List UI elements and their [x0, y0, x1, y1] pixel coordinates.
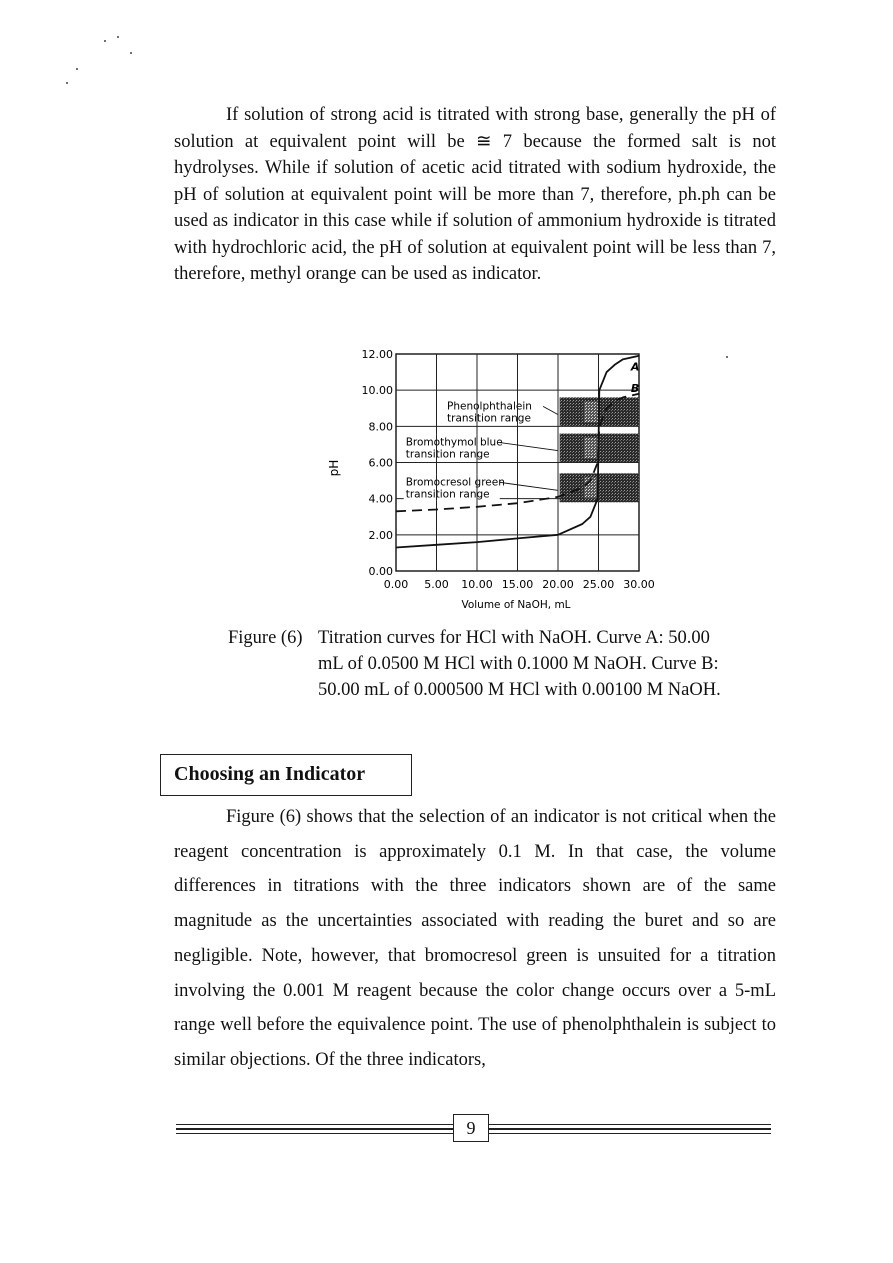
y-tick-label: 6.00 — [368, 456, 393, 470]
footer-rule — [489, 1133, 771, 1134]
caption-line: Titration curves for HCl with NaOH. Curve A: 50.00 — [318, 628, 710, 648]
transition-label-line2: transition range — [447, 412, 531, 425]
x-tick-label: 10.00 — [461, 578, 493, 591]
x-tick-label: 20.00 — [542, 578, 574, 591]
transition-label-line1: Bromothymol blue — [405, 436, 503, 449]
caption-line: mL of 0.0500 M HCl with 0.1000 M NaOH. Curve B: — [318, 654, 719, 674]
x-tick-label: 25.00 — [582, 578, 615, 591]
y-tick-label: 8.00 — [368, 420, 393, 434]
titration-chart-svg — [327, 340, 660, 615]
x-tick-label: 0.00 — [383, 578, 409, 591]
transition-pointer — [500, 482, 558, 490]
transition-label-line2: transition range — [405, 488, 490, 501]
intro-paragraph: If solution of strong acid is titrated with strong base, generally the pH of solution at equivalent point will be ≅ 7 because the formed salt is not hydrolyses. While if solution of acetic acid titrated with sodium hydroxide, the pH of solution at equivalent point will be more than 7, therefore, ph.ph can be used as indicator in this case while if solution of ammonium hydroxide is titrated with hydrochloric acid, the pH of solution at equivalent point will be less than 7, therefore, methyl orange can be used as indicator. — [174, 105, 776, 284]
transition-band-highlight — [584, 438, 598, 459]
x-tick-label: 15.00 — [501, 578, 534, 591]
section-heading-box — [160, 754, 412, 796]
titration-chart — [327, 340, 660, 615]
footer-rule — [176, 1133, 453, 1134]
caption-text — [318, 625, 778, 703]
caption-line: 50.00 mL of 0.000500 M HCl with 0.00100 M NaOH. — [318, 680, 721, 700]
transition-pointer — [543, 406, 558, 414]
x-axis-label: Volume of NaOH, mL — [461, 599, 571, 611]
transition-label-line2: transition range — [405, 448, 490, 461]
transition-label-line1: Phenolphthalein — [447, 400, 532, 413]
scan-speck — [117, 36, 119, 38]
scan-speck — [130, 52, 132, 54]
x-tick-label: 30.00 — [623, 578, 655, 591]
footer-rule — [489, 1128, 771, 1130]
footer-rule — [176, 1124, 453, 1125]
curve-label-b: B — [630, 381, 640, 395]
transition-pointer — [500, 443, 558, 451]
scan-speck — [66, 82, 68, 84]
y-axis-label: pH — [327, 459, 341, 477]
caption-label: Figure (6) — [228, 628, 303, 648]
scan-speck — [76, 68, 78, 70]
x-tick-label: 5.00 — [424, 578, 449, 591]
transition-band — [560, 473, 639, 502]
page-number-text: 9 — [466, 1118, 476, 1138]
curve-label-a: A — [630, 360, 640, 374]
y-tick-label: 12.00 — [361, 348, 393, 361]
y-tick-label: 2.00 — [368, 528, 393, 542]
scan-speck — [104, 40, 106, 42]
y-tick-label: 0.00 — [368, 565, 393, 578]
y-tick-label: 10.00 — [361, 384, 393, 398]
transition-label-line1: Bromocresol green — [405, 476, 505, 489]
y-tick-label: 4.00 — [368, 492, 393, 506]
section-heading: Choosing an Indicator — [174, 763, 366, 785]
page-number — [453, 1114, 489, 1142]
footer-rule — [176, 1128, 453, 1130]
body-paragraph: Figure (6) shows that the selection of an indicator is not critical when the reagent concentration is approximately 0.1 M. In that case, the volume differences in titrations with the three indicators shown are of the same magnitude as the uncertainties associated with reading the buret and so are negligible. Note, however, that bromocresol green is unsuited for a titration involving the 0.001 M reagent because the color change occurs over a 5-mL range well before the equivalence point. The use of phenolphthalein is subject to similar objections. Of the three indicators, — [174, 807, 776, 1070]
footer-rule — [489, 1124, 771, 1125]
transition-band-highlight — [584, 401, 598, 422]
scan-speck — [726, 356, 728, 358]
